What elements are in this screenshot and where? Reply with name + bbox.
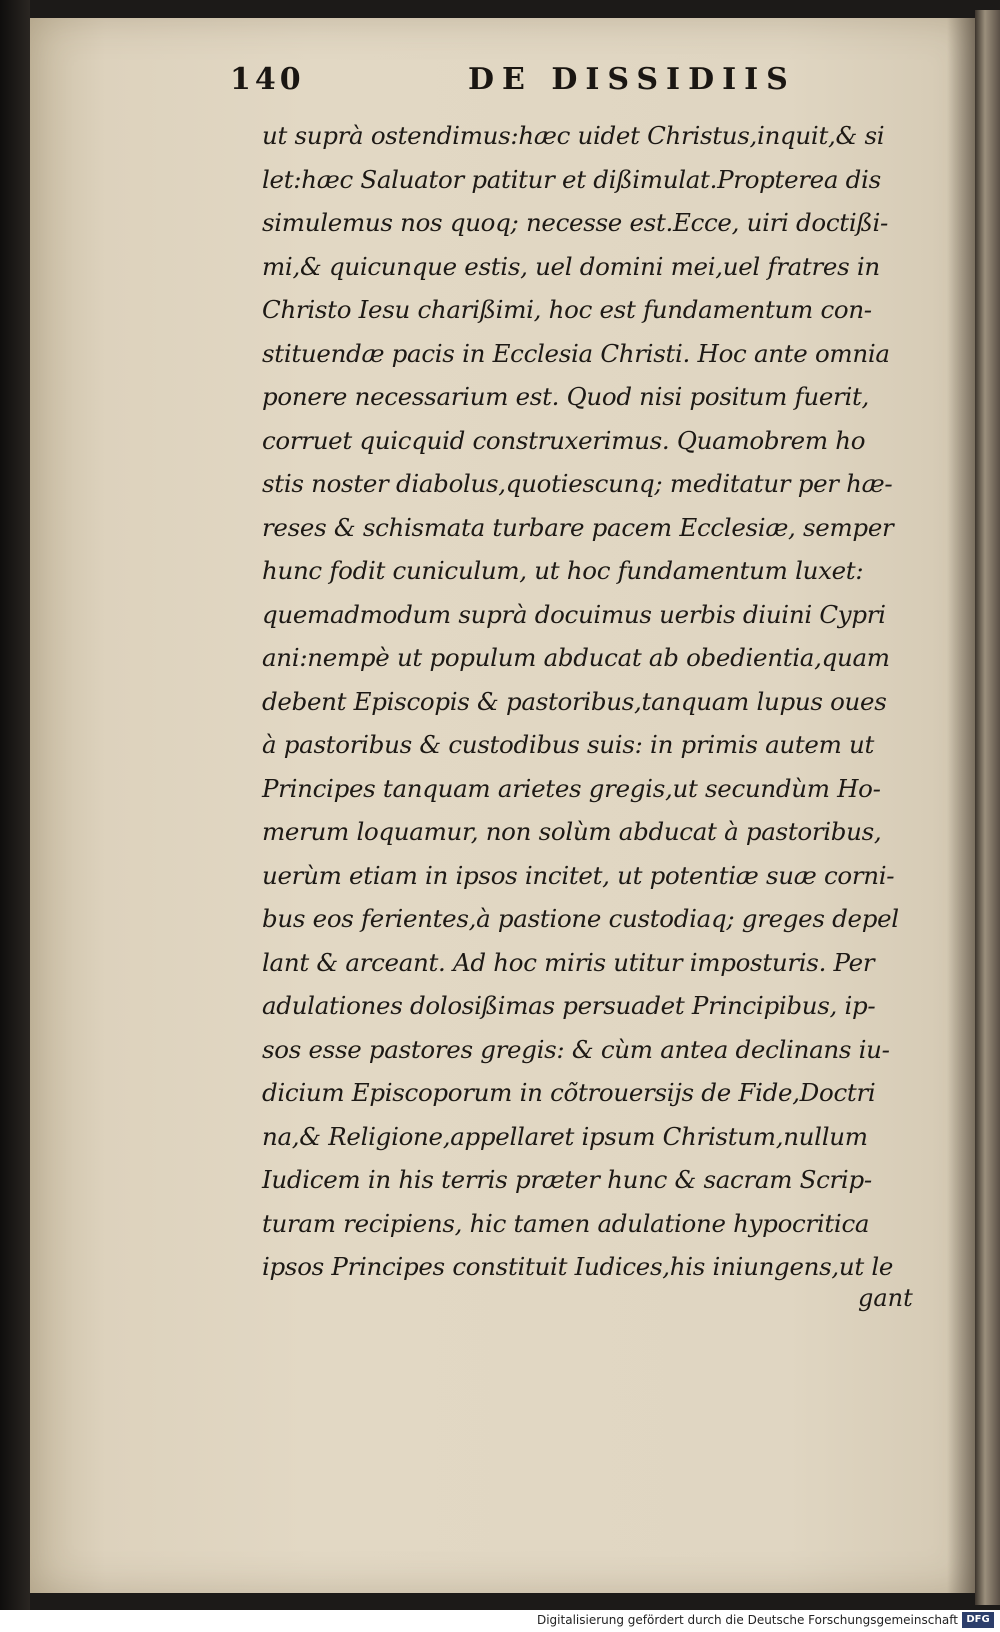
running-head [230,62,850,106]
text-line: Iudicem in his terris præter hunc & sacram Scrip- [262,1165,872,1194]
text-line: stis noster diabolus,quotiescunq; meditatur per hæ- [262,469,893,498]
text-line: hunc fodit cuniculum, ut hoc fundamentum luxet: [262,556,864,585]
text-line: ipsos Principes constituit Iudices,his iniungens,ut le [262,1252,894,1281]
text-line: mi,& quicunque estis, uel domini mei,uel fratres in [262,251,880,281]
text-line: turam recipiens, hic tamen adulatione hypocritica [262,1208,870,1238]
text-line: Principes tanquam arietes gregis,ut secundùm Ho- [262,773,881,803]
text-line: ponere necessarium est. Quod nisi positum fuerit, [262,382,870,411]
text-line: corruet quicquid construxerimus. Quamobrem ho [262,425,866,455]
text-line: na,& Religione,appellaret ipsum Christum,nullum [262,1121,868,1151]
text-line: ani:nempè ut populum abducat ab obedientia,quam [262,643,890,672]
body-text [262,114,922,1289]
text-line: adulationes dolosißimas persuadet Principibus, ip- [262,991,876,1020]
text-line: sos esse pastores gregis: & cùm antea declinans iu- [262,1034,890,1064]
text-line: debent Episcopis & pastoribus,tanquam lupus oues [262,686,887,716]
text-line: bus eos ferientes,à pastione custodiaq; greges depel [262,904,899,933]
dfg-logo: DFG [962,1612,994,1628]
running-title: DE DISSIDIIS [468,62,796,97]
page-number: 140 [230,62,305,97]
text-line: uerùm etiam in ipsos incitet, ut potentiæ suæ corni- [262,860,895,890]
text-line: Christo Iesu charißimi, hoc est fundamentum con- [262,295,872,324]
gutter-shadow [0,0,30,1610]
funding-credit: Digitalisierung gefördert durch die Deutsche Forschungsgemeinschaft [536,1613,958,1627]
text-line: dicium Episcoporum in cõtrouersijs de Fide,Doctri [262,1078,876,1107]
text-line: quemadmodum suprà docuimus uerbis diuini Cypri [262,599,886,629]
page-edge [975,10,1000,1605]
text-line: let:hæc Saluator patitur et dißimulat.Propterea dis [262,164,881,194]
text-line: reses & schismata turbare pacem Ecclesiæ, semper [262,512,894,542]
catchword: gant [858,1284,913,1312]
footer-bar [0,1610,1000,1632]
text-line: ut suprà ostendimus:hæc uidet Christus,inquit,& si [262,121,885,150]
text-line: à pastoribus & custodibus suis: in primis autem ut [262,730,875,759]
text-line: lant & arceant. Ad hoc miris utitur imposturis. Per [262,947,875,977]
page-spine-shadow [947,18,975,1593]
text-line: simulemus nos quoq; necesse est.Ecce, uiri doctißi- [262,208,888,237]
text-line: stituendæ pacis in Ecclesia Christi. Hoc ante omnia [262,338,890,368]
text-line: merum loquamur, non solùm abducat à pastoribus, [262,817,882,846]
